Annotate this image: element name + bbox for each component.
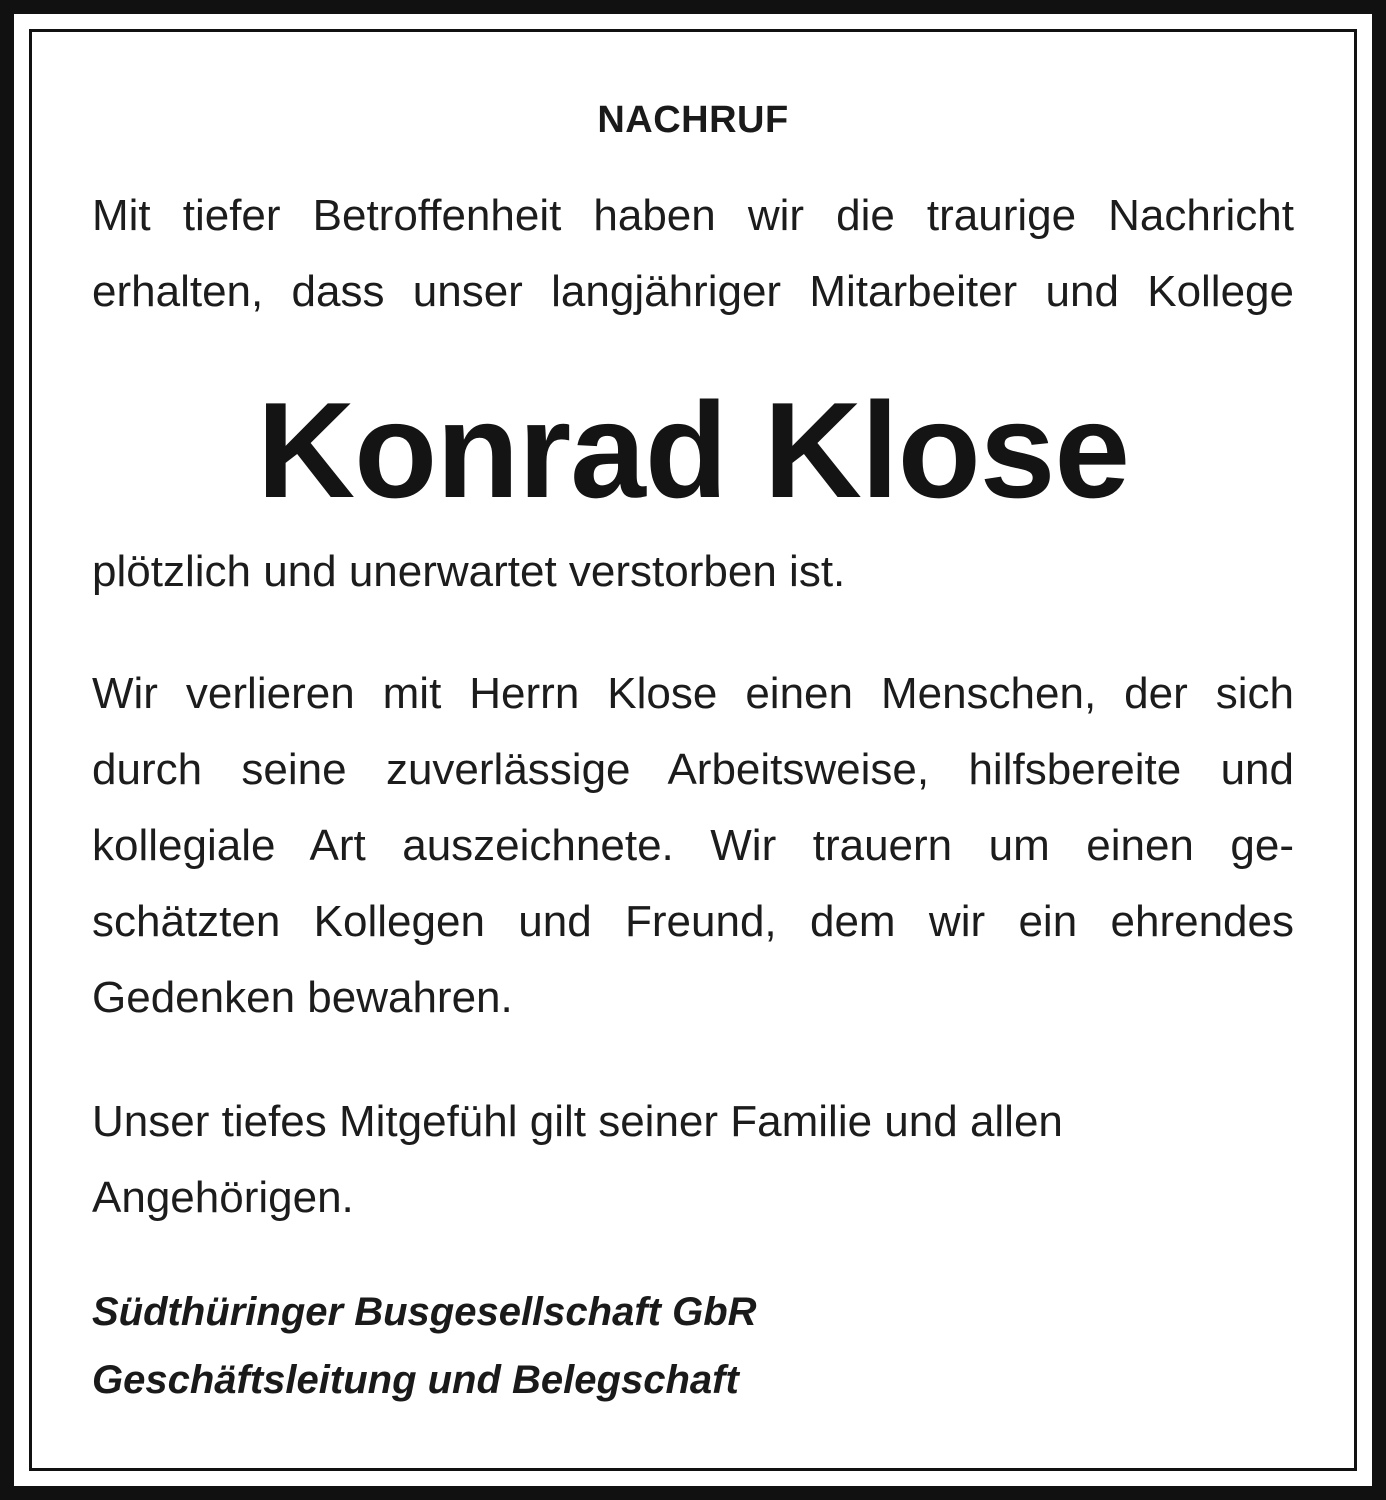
tribute-line: Wir verlieren mit Herrn Klose einen Menschen, der sich	[92, 669, 1294, 718]
tribute-line: durch seine zuverlässige Arbeitsweise, hilfsbereite und	[92, 745, 1294, 794]
condolence-paragraph	[92, 1084, 1294, 1236]
after-name-line	[92, 534, 1294, 610]
after-name-text: plötzlich und unerwartet verstorben ist.	[92, 547, 846, 596]
tribute-line: schätzten Kollegen und Freund, dem wir ein ehrendes	[92, 897, 1294, 946]
tribute-paragraph	[92, 656, 1294, 1036]
signature-block	[92, 1278, 1192, 1414]
tribute-line: kollegiale Art auszeichnete. Wir trauern um einen ge-	[92, 821, 1294, 870]
condolence-line: Unser tiefes Mitgefühl gilt seiner Familie und allen	[92, 1097, 1063, 1146]
tribute-line: Gedenken bewahren.	[92, 973, 513, 1022]
signature-department: Geschäftsleitung und Belegschaft	[92, 1358, 739, 1402]
signature-company: Südthüringer Busgesellschaft GbR	[92, 1290, 757, 1334]
intro-paragraph	[92, 178, 1294, 330]
deceased-name: Konrad Klose	[256, 374, 1130, 526]
condolence-line: Angehörigen.	[92, 1173, 354, 1222]
notice-heading: NACHRUF	[597, 99, 789, 141]
intro-line: Mit tiefer Betroffenheit haben wir die traurige Nachricht	[92, 191, 1294, 240]
intro-line: erhalten, dass unser langjähriger Mitarbeiter und Kollege	[92, 267, 1294, 316]
